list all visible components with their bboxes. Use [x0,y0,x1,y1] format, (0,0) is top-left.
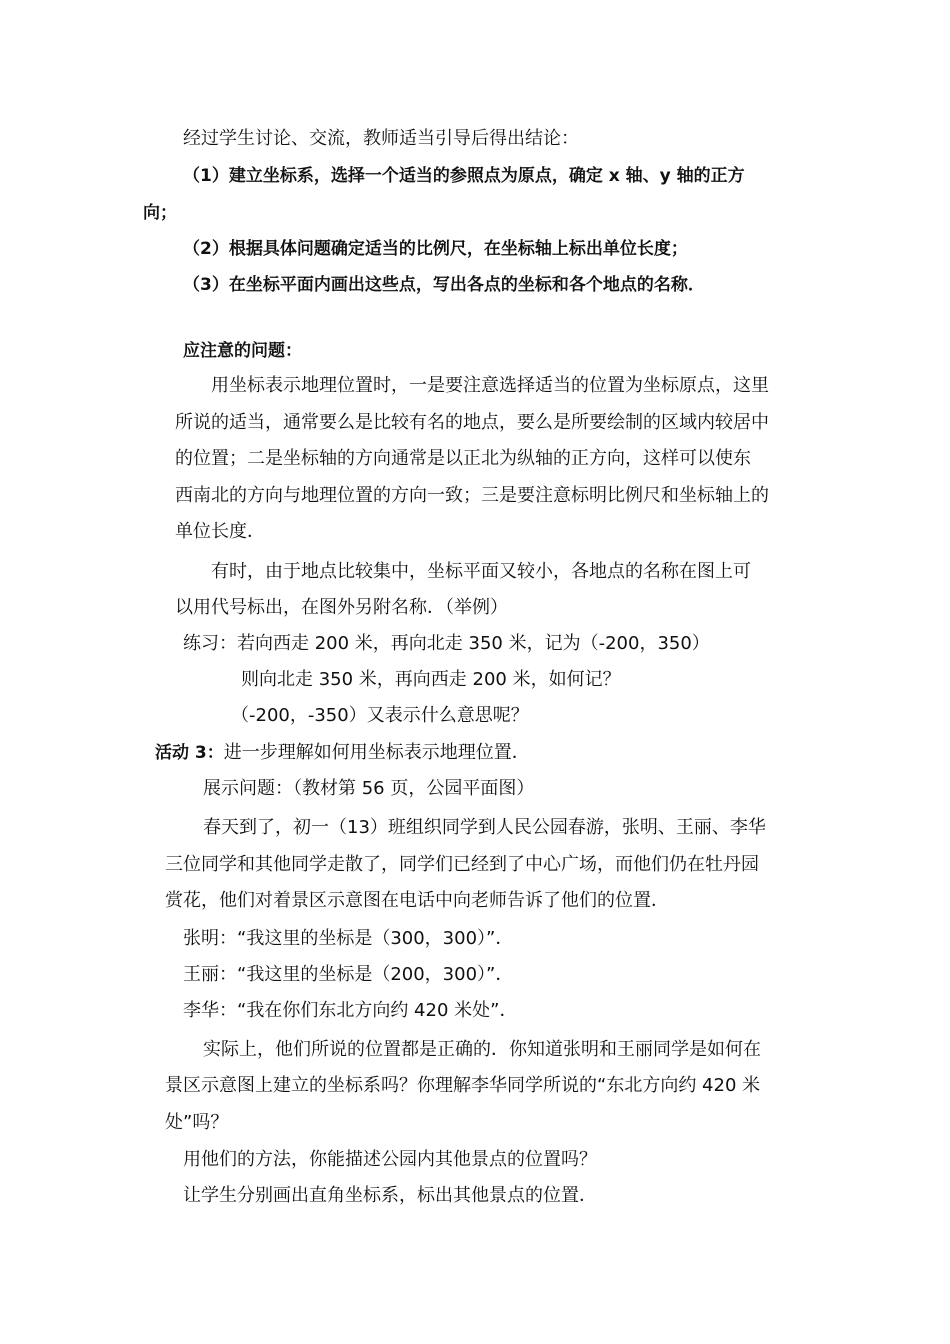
notes-para2-line2: 以用代号标出，在图外另附名称．（举例） [175,597,508,618]
conclusion-step-1: （1）建立坐标系，选择一个适当的参照点为原点，确定 x 轴、y 轴的正方 [183,166,745,186]
activity3-story-line3: 赏花，他们对着景区示意图在电话中向老师告诉了他们的位置． [165,890,669,911]
notes-para2-line1: 有时，由于地点比较集中，坐标平面又较小，各地点的名称在图上可 [211,561,751,582]
notes-para1-line1: 用坐标表示地理位置时，一是要注意选择适当的位置为坐标原点，这里 [211,375,769,396]
notes-para1-line3: 的位置；二是坐标轴的方向通常是以正北为纵轴的正方向，这样可以使东 [175,448,751,469]
activity3-title: 进一步理解如何用坐标表示地理位置． [223,742,530,763]
conclusion-intro: 经过学生讨论、交流，教师适当引导后得出结论： [183,128,579,149]
notes-para1-line5: 单位长度． [175,521,265,542]
conclusion-step-1-continued: 向； [143,203,177,223]
activity3-question-line2: 景区示意图上建立的坐标系吗？你理解李华同学所说的“东北方向约 420 米 [165,1075,761,1096]
activity3-follow-up-2: 让学生分别画出直角坐标系，标出其他景点的位置． [183,1185,597,1206]
notes-heading: 应注意的问题： [183,341,302,361]
activity3-show: 展示问题：（教材第 56 页，公园平面图） [203,778,535,799]
activity3-question-line1: 实际上，他们所说的位置都是正确的．你知道张明和王丽同学是如何在 [203,1039,761,1060]
activity3-story-line1: 春天到了，初一（13）班组织同学到人民公园春游，张明、王丽、李华 [203,817,766,838]
conclusion-step-2: （2）根据具体问题确定适当的比例尺，在坐标轴上标出单位长度； [183,239,688,259]
exercise-line-2: 则向北走 350 米，再向西走 200 米，如何记？ [241,669,621,690]
activity3-follow-up-1: 用他们的方法，你能描述公园内其他景点的位置吗？ [183,1149,597,1170]
activity3-label: 活动 3： [155,743,224,763]
activity3-story-line2: 三位同学和其他同学走散了，同学们已经到了中心广场，而他们仍在牡丹园 [165,854,759,875]
activity3-zhang-ming: 张明：“我这里的坐标是（300，300）”． [183,928,514,949]
activity3-wang-li: 王丽：“我这里的坐标是（200，300）”． [183,964,514,985]
exercise-line-1: 练习：若向西走 200 米，再向北走 350 米，记为（-200，350） [183,633,710,654]
conclusion-step-3: （3）在坐标平面内画出这些点，写出各点的坐标和各个地点的名称． [183,275,705,295]
exercise-line-3: （-200，-350）又表示什么意思呢？ [231,705,529,726]
notes-para1-line2: 所说的适当，通常要么是比较有名的地点，要么是所要绘制的区域内较居中 [175,412,769,433]
notes-para1-line4: 西南北的方向与地理位置的方向一致；三是要注意标明比例尺和坐标轴上的 [175,485,769,506]
activity3-header [155,741,530,765]
activity3-li-hua: 李华：“我在你们东北方向约 420 米处”． [183,1000,518,1021]
activity3-question-line3: 处”吗？ [165,1112,229,1133]
